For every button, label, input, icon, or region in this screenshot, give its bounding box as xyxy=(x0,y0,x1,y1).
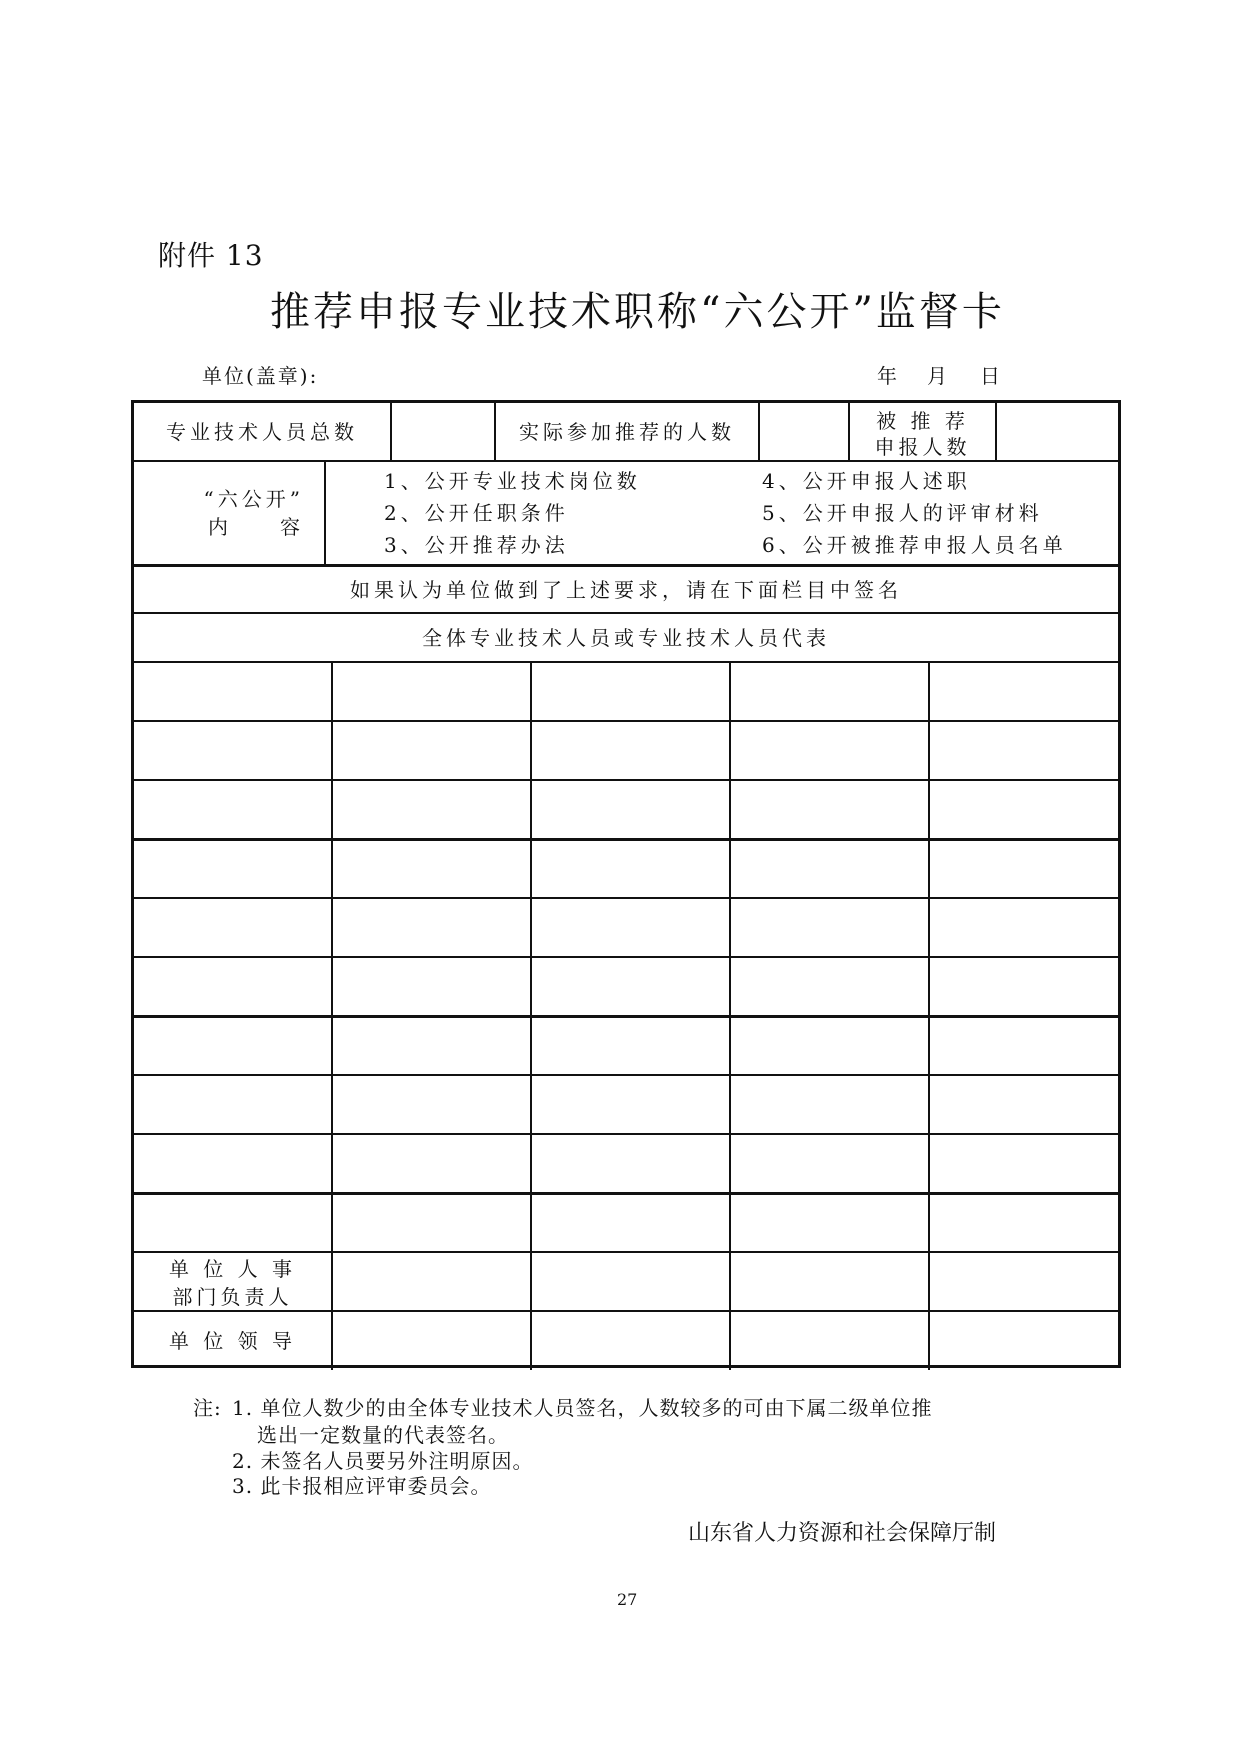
six-public-item: 1、公开专业技术岗位数 xyxy=(384,469,641,493)
six-public-item: 5、公开申报人的评审材料 xyxy=(762,501,1043,525)
signature-cell[interactable] xyxy=(333,1016,530,1073)
divider xyxy=(324,461,326,565)
signature-cell[interactable] xyxy=(532,780,729,837)
signature-cell[interactable] xyxy=(136,780,331,837)
six-public-label-line2: 内 容 xyxy=(208,515,304,539)
signature-cell[interactable] xyxy=(731,839,928,896)
signature-cell[interactable] xyxy=(731,780,928,837)
signature-cell[interactable] xyxy=(136,721,331,778)
signing-instruction: 如果认为单位做到了上述要求，请在下面栏目中签名 xyxy=(350,577,902,602)
signature-cell[interactable] xyxy=(930,1134,1118,1191)
signature-cell[interactable] xyxy=(532,1134,729,1191)
signature-cell[interactable] xyxy=(333,1134,530,1191)
signature-cell[interactable] xyxy=(532,1193,729,1250)
recommended-label-line2: 申报人数 xyxy=(874,435,971,459)
signature-cell[interactable] xyxy=(136,957,331,1014)
total-staff-label: 专业技术人员总数 xyxy=(166,420,358,444)
unit-leader-signature-cell[interactable] xyxy=(930,1311,1118,1368)
signature-cell[interactable] xyxy=(731,1134,928,1191)
signature-cell[interactable] xyxy=(930,1075,1118,1132)
signature-cell[interactable] xyxy=(930,898,1118,955)
note-item: 选出一定数量的代表签名。 xyxy=(257,1423,509,1447)
hr-head-label-line2: 部门负责人 xyxy=(172,1285,293,1309)
hr-head-signature-cell[interactable] xyxy=(333,1252,530,1309)
page-title: 推荐申报专业技术职称“六公开”监督卡 xyxy=(270,289,1005,335)
hr-head-signature-cell[interactable] xyxy=(731,1252,928,1309)
signature-cell[interactable] xyxy=(136,1075,331,1132)
date-day-label: 日 xyxy=(980,364,1000,388)
actual-participants-label: 实际参加推荐的人数 xyxy=(519,420,735,444)
unit-leader-signature-cell[interactable] xyxy=(532,1311,729,1368)
signature-cell[interactable] xyxy=(532,662,729,719)
signature-cell[interactable] xyxy=(136,1016,331,1073)
column-divider xyxy=(530,662,532,1370)
signature-cell[interactable] xyxy=(136,1134,331,1191)
signature-cell[interactable] xyxy=(333,662,530,719)
issuer-label: 山东省人力资源和社会保障厅制 xyxy=(688,1521,997,1546)
note-item: 1. 单位人数少的由全体专业技术人员签名，人数较多的可由下属二级单位推 xyxy=(232,1396,933,1420)
unit-seal-label: 单位(盖章): xyxy=(202,364,319,388)
hr-head-signature-cell[interactable] xyxy=(532,1252,729,1309)
signature-cell[interactable] xyxy=(532,957,729,1014)
signature-cell[interactable] xyxy=(532,898,729,955)
signature-cell[interactable] xyxy=(731,662,928,719)
signature-cell[interactable] xyxy=(333,957,530,1014)
six-public-items-right xyxy=(762,465,1067,561)
column-divider xyxy=(729,662,731,1370)
six-public-item: 2、公开任职条件 xyxy=(384,501,569,525)
signature-cell[interactable] xyxy=(731,957,928,1014)
signature-cell[interactable] xyxy=(731,1193,928,1250)
note-item: 3. 此卡报相应评审委员会。 xyxy=(232,1474,492,1498)
signature-cell[interactable] xyxy=(930,662,1118,719)
supervision-card-table xyxy=(131,400,1121,1368)
signature-cell[interactable] xyxy=(930,1193,1118,1250)
date-year-label: 年 xyxy=(877,364,897,388)
six-public-item: 6、公开被推荐申报人员名单 xyxy=(762,533,1067,557)
signature-cell[interactable] xyxy=(136,898,331,955)
unit-leader-signature-cell[interactable] xyxy=(333,1311,530,1368)
signature-cell[interactable] xyxy=(532,839,729,896)
signature-cell[interactable] xyxy=(731,721,928,778)
date-month-label: 月 xyxy=(927,364,947,388)
recommended-applicants-input[interactable] xyxy=(997,403,1121,461)
attachment-label: 附件 13 xyxy=(158,239,264,272)
unit-leader-label: 单 位 领 导 xyxy=(168,1329,297,1353)
signature-cell[interactable] xyxy=(333,1193,530,1250)
hr-head-label xyxy=(134,1254,331,1312)
signature-cell[interactable] xyxy=(333,898,530,955)
column-divider xyxy=(928,662,930,1370)
signature-cell[interactable] xyxy=(333,721,530,778)
six-public-items-left xyxy=(384,465,641,561)
hr-head-signature-cell[interactable] xyxy=(930,1252,1118,1309)
signature-cell[interactable] xyxy=(731,898,928,955)
hr-head-label-line1: 单 位 人 事 xyxy=(168,1257,297,1281)
signature-cell[interactable] xyxy=(532,721,729,778)
recommended-applicants-label xyxy=(850,403,995,461)
signature-cell[interactable] xyxy=(731,1075,928,1132)
signature-cell[interactable] xyxy=(532,1075,729,1132)
signature-cell[interactable] xyxy=(333,780,530,837)
six-public-item: 4、公开申报人述职 xyxy=(762,469,971,493)
signature-cell[interactable] xyxy=(930,721,1118,778)
signature-cell[interactable] xyxy=(136,839,331,896)
signature-cell[interactable] xyxy=(930,957,1118,1014)
signature-cell[interactable] xyxy=(731,1016,928,1073)
signature-cell[interactable] xyxy=(930,780,1118,837)
signature-cell[interactable] xyxy=(333,839,530,896)
note-item: 2. 未签名人员要另外注明原因。 xyxy=(232,1449,534,1473)
six-public-label xyxy=(134,461,324,565)
total-staff-input[interactable] xyxy=(392,403,494,461)
recommended-label-line1: 被 推 荐 xyxy=(876,409,969,433)
signature-cell[interactable] xyxy=(333,1075,530,1132)
page-number: 27 xyxy=(617,1590,638,1609)
signers-header: 全体专业技术人员或专业技术人员代表 xyxy=(422,626,830,650)
actual-participants-input[interactable] xyxy=(760,403,848,461)
signature-cell[interactable] xyxy=(136,662,331,719)
signature-cell[interactable] xyxy=(930,839,1118,896)
column-divider xyxy=(331,662,333,1370)
unit-leader-signature-cell[interactable] xyxy=(731,1311,928,1368)
signature-cell[interactable] xyxy=(532,1016,729,1073)
six-public-item: 3、公开推荐办法 xyxy=(384,533,569,557)
signature-cell[interactable] xyxy=(136,1193,331,1250)
signature-cell[interactable] xyxy=(930,1016,1118,1073)
notes-prefix: 注: xyxy=(193,1396,222,1420)
six-public-label-line1: “六公开” xyxy=(203,487,304,511)
